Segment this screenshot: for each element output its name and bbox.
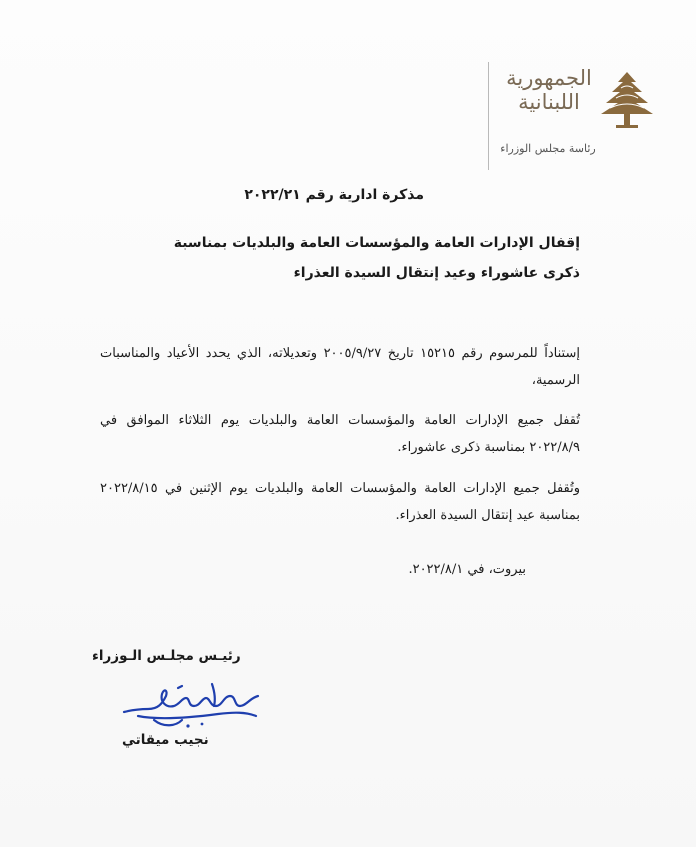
memo-number: مذكرة ادارية رقم ٢٠٢٢/٢١ <box>244 187 424 203</box>
subject-line-2: ذكرى عاشوراء وعيد إنتقال السيدة العذراء <box>293 265 580 281</box>
emblem-line-1: الجمهورية <box>506 66 592 90</box>
memo-subject <box>174 228 580 288</box>
body-paragraph-1: إستناداً للمرسوم رقم ١٥٢١٥ تاريخ ٢٠٠٥/٩/٢٧ وتعديلاته، الذي يحدد الأعياد والمناسبات الرسمية، <box>100 346 580 388</box>
place-and-date: بيروت، في ٢٠٢٢/٨/١. <box>408 562 526 577</box>
republic-emblem-lettering <box>500 66 598 114</box>
subject-line-1: إقفال الإدارات العامة والمؤسسات العامة والبلديات بمناسبة <box>173 235 580 251</box>
office-name: رئاسة مجلس الوزراء <box>500 142 596 155</box>
cedar-emblem-icon <box>598 70 656 130</box>
handwritten-signature <box>118 676 266 732</box>
emblem-line-2: اللبنانية <box>518 90 580 114</box>
signatory-title: رئيـس مجلـس الـوزراء <box>92 648 241 664</box>
header-divider <box>488 62 489 170</box>
signatory-name: نجيب ميقاتي <box>122 732 209 748</box>
body-paragraph-2: تُقفل جميع الإدارات العامة والمؤسسات العامة والبلديات يوم الثلاثاء الموافق في ٢٠٢٢/٨/٩ بمناسبة ذكرى عاشوراء. <box>100 413 580 455</box>
body-paragraph-3: وتُقفل جميع الإدارات العامة والمؤسسات العامة والبلديات يوم الإثنين في ٢٠٢٢/٨/١٥ بمناسبة عيد إنتقال السيدة العذراء. <box>100 481 580 523</box>
